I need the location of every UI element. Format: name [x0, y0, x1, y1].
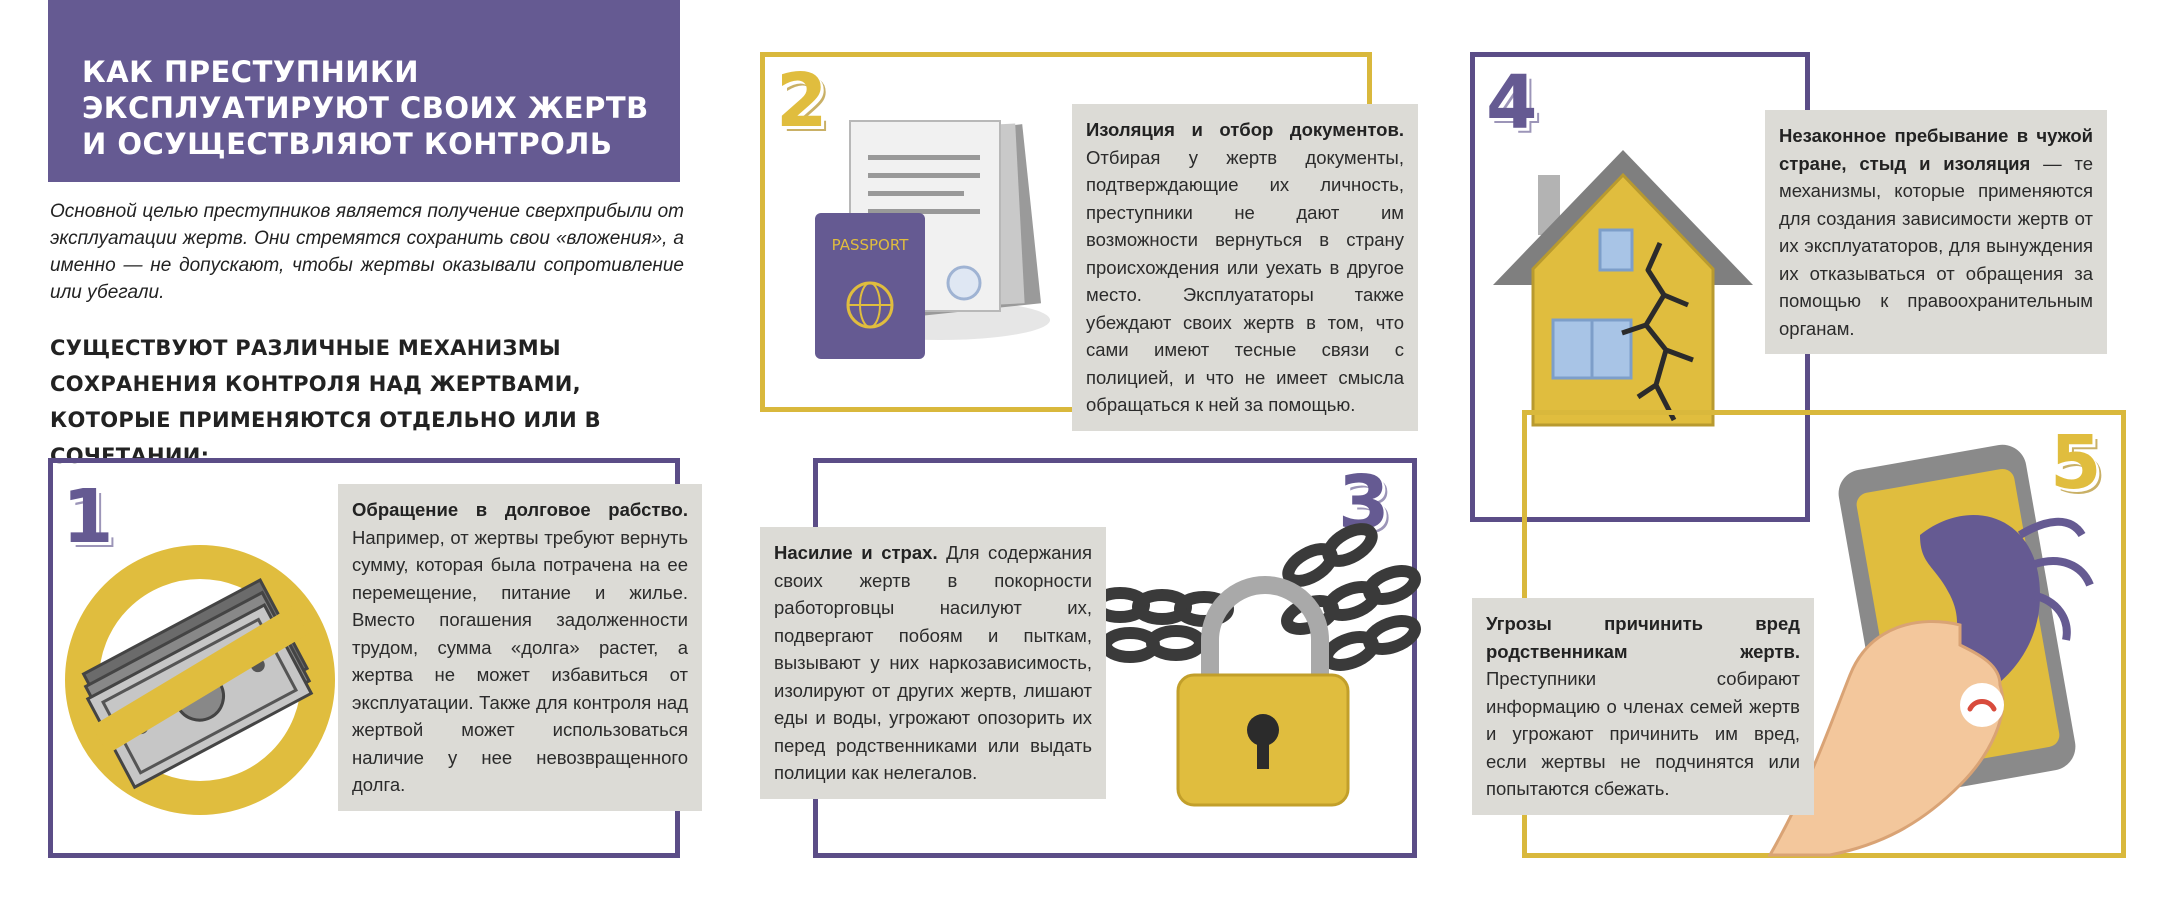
card-number: 4	[1486, 60, 1538, 146]
card-text: Изоляция и отбор документов. Отбирая у жертв документы, подтверждающие их личность, преступники не дают им возможности вернуться в страну происхождения или уехать в другое место. Эксплуататоры также убеждают своих жертв в том, что сами имеют тесные связи с полицией, и что не имеет смысла обращаться к ней за помощью.	[1072, 104, 1418, 431]
cracked-house-icon	[1488, 145, 1758, 435]
card-text: Обращение в долговое рабство. Например, от жертвы требуют вернуть сумму, которая была потрачена на ее перемещение, питание и жилье. Вместо погашения задолженности трудом, сумма «долга» растет, а жертва не может избавиться от эксплуатации. Также для контроля над жертвой может использоваться наличие у нее невозвращенного долга.	[338, 484, 702, 811]
page-title: КАК ПРЕСТУПНИКИ ЭКСПЛУАТИРУЮТ СВОИХ ЖЕРТВ И ОСУЩЕСТВЛЯЮТ КОНТРОЛЬ	[82, 55, 649, 161]
intro-paragraph: Основной целью преступников является получение сверхприбыли от эксплуатации жертв. Они стремятся сохранить свои «вложения», а именно — не допускают, чтобы жертвы оказывали сопротивление или убегали.	[50, 201, 684, 303]
card-number: 2	[776, 58, 828, 144]
card-number: 3	[1338, 460, 1390, 546]
passport-documents-icon	[800, 115, 1070, 365]
section-subheading: СУЩЕСТВУЮТ РАЗЛИЧНЫЕ МЕХАНИЗМЫ СОХРАНЕНИЯ КОНТРОЛЯ НАД ЖЕРТВАМИ, КОТОРЫЕ ПРИМЕНЯЮТСЯ ОТДЕЛЬНО ИЛИ В СОЧЕТАНИИ:	[50, 336, 601, 468]
title-banner	[48, 0, 680, 182]
phone-threat-icon	[1770, 455, 2100, 855]
card-text: Насилие и страх. Для содержания своих жертв в покорности работорговцы насилуют их, подвергают побоям и пыткам, вызывают у них наркозависимость, изолируют от других жертв, лишают еды и воды, угрожают опозорить их перед родственниками или выдать полиции как нелегалов.	[760, 527, 1106, 799]
card-text: Незаконное пребывание в чужой стране, стыд и изоляция — те механизмы, которые применяются для создания зависимости жертв от их эксплуататоров, для вынуждения их отказываться от обращения за помощью к правоохранительным органам.	[1765, 110, 2107, 354]
card-text: Угрозы причинить вред родственникам жертв. Преступники собирают информацию о членах семей жертв и угрожают причинить им вред, если жертвы не подчинятся или попытаются сбежать.	[1472, 598, 1814, 815]
no-money-icon	[60, 540, 340, 820]
card-number: 1	[62, 474, 114, 560]
passport-label: PASSPORT	[831, 236, 909, 254]
chain-padlock-icon	[1100, 545, 1420, 815]
card-number: 5	[2050, 420, 2102, 506]
